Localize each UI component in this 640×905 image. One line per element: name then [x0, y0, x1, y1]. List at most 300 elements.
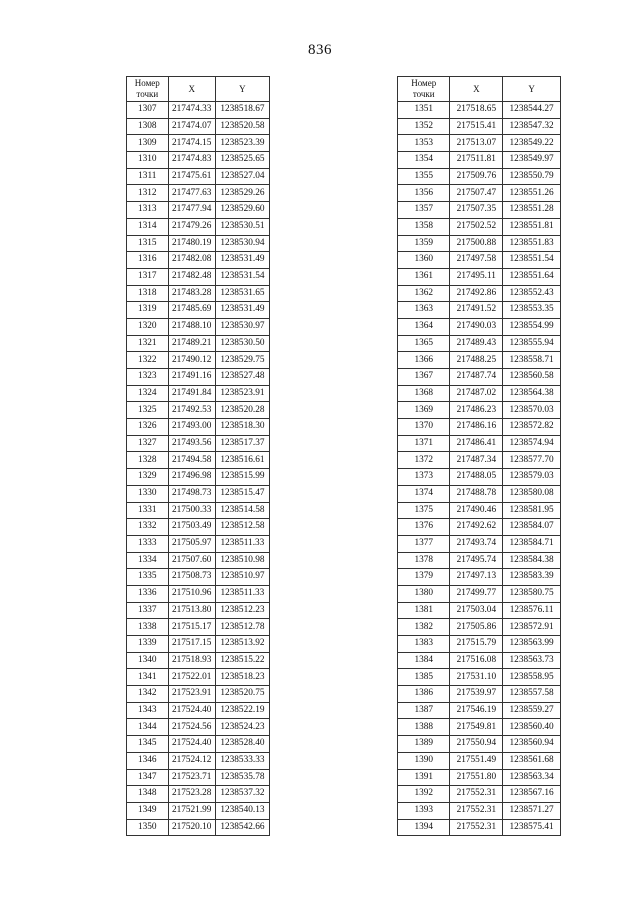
- cell-y: 1238512.58: [215, 519, 269, 536]
- cell-x: 217503.04: [450, 602, 503, 619]
- table-row: [398, 402, 561, 419]
- cell-x: 217486.16: [450, 419, 503, 436]
- cell-y: 1238551.81: [503, 218, 561, 235]
- cell-point-number: 1364: [398, 318, 450, 335]
- cell-x: 217491.52: [450, 302, 503, 319]
- cell-y: 1238560.58: [503, 369, 561, 386]
- cell-y: 1238516.61: [215, 452, 269, 469]
- cell-point-number: 1386: [398, 686, 450, 703]
- cell-y: 1238529.75: [215, 352, 269, 369]
- cell-y: 1238584.07: [503, 519, 561, 536]
- cell-x: 217493.00: [168, 419, 215, 436]
- table-row: [127, 519, 270, 536]
- cell-x: 217477.63: [168, 185, 215, 202]
- table-row: [127, 619, 270, 636]
- table-row: [127, 736, 270, 753]
- table-row: [127, 535, 270, 552]
- table-row: [127, 118, 270, 135]
- cell-x: 217492.62: [450, 519, 503, 536]
- cell-x: 217511.81: [450, 152, 503, 169]
- cell-x: 217487.34: [450, 452, 503, 469]
- cell-x: 217517.15: [168, 636, 215, 653]
- cell-point-number: 1325: [127, 402, 169, 419]
- cell-y: 1238560.94: [503, 736, 561, 753]
- cell-point-number: 1377: [398, 535, 450, 552]
- cell-x: 217524.56: [168, 719, 215, 736]
- cell-y: 1238554.99: [503, 318, 561, 335]
- cell-x: 217507.60: [168, 552, 215, 569]
- table-row: [127, 702, 270, 719]
- table-row: [127, 502, 270, 519]
- cell-point-number: 1342: [127, 686, 169, 703]
- cell-y: 1238517.37: [215, 435, 269, 452]
- cell-point-number: 1315: [127, 235, 169, 252]
- cell-x: 217489.21: [168, 335, 215, 352]
- cell-point-number: 1373: [398, 469, 450, 486]
- cell-point-number: 1384: [398, 652, 450, 669]
- cell-y: 1238559.27: [503, 702, 561, 719]
- cell-x: 217546.19: [450, 702, 503, 719]
- cell-point-number: 1336: [127, 585, 169, 602]
- cell-point-number: 1312: [127, 185, 169, 202]
- cell-x: 217523.91: [168, 686, 215, 703]
- cell-point-number: 1379: [398, 569, 450, 586]
- table-row: [127, 435, 270, 452]
- table-header-row: [398, 77, 561, 102]
- cell-x: 217489.43: [450, 335, 503, 352]
- table-row: [398, 435, 561, 452]
- table-row: [127, 569, 270, 586]
- cell-x: 217500.33: [168, 502, 215, 519]
- table-row: [127, 168, 270, 185]
- cell-point-number: 1381: [398, 602, 450, 619]
- cell-point-number: 1320: [127, 318, 169, 335]
- cell-x: 217499.77: [450, 585, 503, 602]
- table-row: [398, 602, 561, 619]
- cell-point-number: 1359: [398, 235, 450, 252]
- cell-point-number: 1318: [127, 285, 169, 302]
- cell-x: 217515.79: [450, 636, 503, 653]
- cell-point-number: 1328: [127, 452, 169, 469]
- table-row: [398, 485, 561, 502]
- table-row: [127, 402, 270, 419]
- cell-x: 217474.15: [168, 135, 215, 152]
- cell-point-number: 1330: [127, 485, 169, 502]
- table-row: [398, 302, 561, 319]
- cell-y: 1238576.11: [503, 602, 561, 619]
- table-row: [398, 168, 561, 185]
- cell-y: 1238558.95: [503, 669, 561, 686]
- cell-point-number: 1361: [398, 268, 450, 285]
- cell-x: 217502.52: [450, 218, 503, 235]
- cell-y: 1238574.94: [503, 435, 561, 452]
- cell-y: 1238520.28: [215, 402, 269, 419]
- cell-point-number: 1337: [127, 602, 169, 619]
- header-point-line2: точки: [412, 89, 435, 99]
- cell-x: 217482.48: [168, 268, 215, 285]
- cell-y: 1238584.38: [503, 552, 561, 569]
- cell-y: 1238518.30: [215, 419, 269, 436]
- table-row: [398, 369, 561, 386]
- cell-point-number: 1389: [398, 736, 450, 753]
- cell-x: 217508.73: [168, 569, 215, 586]
- table-row: [398, 702, 561, 719]
- table-row: [127, 285, 270, 302]
- page-number: 836: [308, 42, 332, 58]
- cell-point-number: 1374: [398, 485, 450, 502]
- cell-x: 217552.31: [450, 802, 503, 819]
- cell-point-number: 1355: [398, 168, 450, 185]
- cell-y: 1238549.97: [503, 152, 561, 169]
- cell-x: 217516.08: [450, 652, 503, 669]
- cell-x: 217488.78: [450, 485, 503, 502]
- cell-y: 1238511.33: [215, 535, 269, 552]
- cell-x: 217491.84: [168, 385, 215, 402]
- cell-y: 1238530.94: [215, 235, 269, 252]
- cell-x: 217479.26: [168, 218, 215, 235]
- cell-point-number: 1382: [398, 619, 450, 636]
- table-row: [398, 636, 561, 653]
- cell-point-number: 1345: [127, 736, 169, 753]
- table-row: [127, 318, 270, 335]
- cell-point-number: 1311: [127, 168, 169, 185]
- table-row: [398, 185, 561, 202]
- cell-x: 217480.19: [168, 235, 215, 252]
- cell-point-number: 1309: [127, 135, 169, 152]
- cell-x: 217552.31: [450, 786, 503, 803]
- cell-y: 1238563.34: [503, 769, 561, 786]
- table-row: [398, 619, 561, 636]
- coordinates-table-left: [126, 76, 270, 836]
- table-row: [127, 802, 270, 819]
- cell-y: 1238553.35: [503, 302, 561, 319]
- cell-x: 217524.40: [168, 736, 215, 753]
- cell-point-number: 1323: [127, 369, 169, 386]
- cell-point-number: 1366: [398, 352, 450, 369]
- cell-x: 217549.81: [450, 719, 503, 736]
- cell-y: 1238560.40: [503, 719, 561, 736]
- cell-point-number: 1334: [127, 552, 169, 569]
- cell-y: 1238558.71: [503, 352, 561, 369]
- table-row: [398, 652, 561, 669]
- cell-x: 217477.94: [168, 202, 215, 219]
- table-row: [398, 118, 561, 135]
- cell-x: 217522.01: [168, 669, 215, 686]
- cell-y: 1238531.49: [215, 302, 269, 319]
- cell-y: 1238549.22: [503, 135, 561, 152]
- table-row: [398, 285, 561, 302]
- cell-x: 217497.13: [450, 569, 503, 586]
- cell-y: 1238563.73: [503, 652, 561, 669]
- cell-y: 1238572.91: [503, 619, 561, 636]
- cell-y: 1238570.03: [503, 402, 561, 419]
- cell-x: 217486.41: [450, 435, 503, 452]
- cell-point-number: 1313: [127, 202, 169, 219]
- cell-x: 217490.03: [450, 318, 503, 335]
- cell-y: 1238530.50: [215, 335, 269, 352]
- cell-x: 217475.61: [168, 168, 215, 185]
- table-row: [398, 235, 561, 252]
- cell-y: 1238513.92: [215, 636, 269, 653]
- table-row: [398, 135, 561, 152]
- cell-x: 217488.05: [450, 469, 503, 486]
- cell-x: 217510.96: [168, 585, 215, 602]
- cell-x: 217496.98: [168, 469, 215, 486]
- cell-y: 1238540.13: [215, 802, 269, 819]
- cell-y: 1238580.08: [503, 485, 561, 502]
- header-x: X: [168, 77, 215, 102]
- cell-x: 217518.93: [168, 652, 215, 669]
- cell-point-number: 1339: [127, 636, 169, 653]
- table-row: [127, 719, 270, 736]
- cell-point-number: 1332: [127, 519, 169, 536]
- cell-point-number: 1376: [398, 519, 450, 536]
- table-row: [127, 102, 270, 119]
- table-row: [398, 102, 561, 119]
- table-row: [398, 318, 561, 335]
- cell-point-number: 1394: [398, 819, 450, 836]
- cell-x: 217490.46: [450, 502, 503, 519]
- cell-point-number: 1308: [127, 118, 169, 135]
- cell-x: 217490.12: [168, 352, 215, 369]
- cell-y: 1238528.40: [215, 736, 269, 753]
- header-y: Y: [503, 77, 561, 102]
- cell-y: 1238572.82: [503, 419, 561, 436]
- table-row: [398, 252, 561, 269]
- cell-point-number: 1326: [127, 419, 169, 436]
- cell-y: 1238550.79: [503, 168, 561, 185]
- cell-y: 1238515.99: [215, 469, 269, 486]
- table-row: [127, 786, 270, 803]
- cell-y: 1238512.23: [215, 602, 269, 619]
- cell-x: 217494.58: [168, 452, 215, 469]
- cell-y: 1238552.43: [503, 285, 561, 302]
- cell-y: 1238561.68: [503, 752, 561, 769]
- header-point-number: [398, 77, 450, 102]
- cell-x: 217518.65: [450, 102, 503, 119]
- cell-y: 1238551.54: [503, 252, 561, 269]
- table-row: [127, 686, 270, 703]
- table-row: [398, 335, 561, 352]
- cell-point-number: 1387: [398, 702, 450, 719]
- table-row: [127, 636, 270, 653]
- table-row: [127, 769, 270, 786]
- cell-point-number: 1329: [127, 469, 169, 486]
- cell-x: 217531.10: [450, 669, 503, 686]
- header-x: X: [450, 77, 503, 102]
- table-row: [127, 452, 270, 469]
- cell-x: 217498.73: [168, 485, 215, 502]
- cell-point-number: 1358: [398, 218, 450, 235]
- cell-y: 1238535.78: [215, 769, 269, 786]
- cell-x: 217515.41: [450, 118, 503, 135]
- table-row: [398, 352, 561, 369]
- table-row: [398, 669, 561, 686]
- table-row: [127, 302, 270, 319]
- cell-x: 217524.12: [168, 752, 215, 769]
- cell-y: 1238544.27: [503, 102, 561, 119]
- cell-point-number: 1351: [398, 102, 450, 119]
- table-row: [398, 552, 561, 569]
- cell-point-number: 1371: [398, 435, 450, 452]
- table-row: [127, 602, 270, 619]
- cell-point-number: 1352: [398, 118, 450, 135]
- table-row: [398, 419, 561, 436]
- cell-x: 217474.33: [168, 102, 215, 119]
- cell-point-number: 1346: [127, 752, 169, 769]
- table-row: [127, 252, 270, 269]
- table-row: [398, 686, 561, 703]
- cell-x: 217485.69: [168, 302, 215, 319]
- cell-y: 1238511.33: [215, 585, 269, 602]
- cell-x: 217493.74: [450, 535, 503, 552]
- cell-point-number: 1335: [127, 569, 169, 586]
- coordinates-table-right: [397, 76, 561, 836]
- cell-y: 1238515.22: [215, 652, 269, 669]
- table-row: [127, 218, 270, 235]
- cell-point-number: 1349: [127, 802, 169, 819]
- table-row: [398, 268, 561, 285]
- cell-point-number: 1317: [127, 268, 169, 285]
- cell-point-number: 1340: [127, 652, 169, 669]
- cell-y: 1238551.26: [503, 185, 561, 202]
- cell-point-number: 1380: [398, 585, 450, 602]
- cell-point-number: 1370: [398, 419, 450, 436]
- cell-point-number: 1390: [398, 752, 450, 769]
- cell-point-number: 1378: [398, 552, 450, 569]
- cell-x: 217482.08: [168, 252, 215, 269]
- cell-x: 217552.31: [450, 819, 503, 836]
- header-point-line1: Номер: [134, 78, 160, 88]
- cell-x: 217523.28: [168, 786, 215, 803]
- cell-y: 1238520.58: [215, 118, 269, 135]
- table-row: [398, 535, 561, 552]
- cell-x: 217488.10: [168, 318, 215, 335]
- cell-x: 217524.40: [168, 702, 215, 719]
- table-row: [127, 385, 270, 402]
- cell-point-number: 1369: [398, 402, 450, 419]
- cell-x: 217487.74: [450, 369, 503, 386]
- cell-point-number: 1343: [127, 702, 169, 719]
- cell-point-number: 1350: [127, 819, 169, 836]
- cell-point-number: 1344: [127, 719, 169, 736]
- cell-y: 1238518.23: [215, 669, 269, 686]
- cell-y: 1238530.51: [215, 218, 269, 235]
- cell-point-number: 1347: [127, 769, 169, 786]
- cell-x: 217507.35: [450, 202, 503, 219]
- cell-y: 1238529.60: [215, 202, 269, 219]
- table-row: [398, 786, 561, 803]
- cell-x: 217492.53: [168, 402, 215, 419]
- cell-x: 217474.83: [168, 152, 215, 169]
- cell-y: 1238525.65: [215, 152, 269, 169]
- cell-y: 1238518.67: [215, 102, 269, 119]
- cell-x: 217550.94: [450, 736, 503, 753]
- cell-y: 1238551.83: [503, 235, 561, 252]
- table-row: [127, 135, 270, 152]
- table-row: [127, 152, 270, 169]
- table-row: [398, 752, 561, 769]
- table-row: [398, 719, 561, 736]
- cell-y: 1238581.95: [503, 502, 561, 519]
- table-row: [398, 218, 561, 235]
- cell-y: 1238529.26: [215, 185, 269, 202]
- cell-point-number: 1356: [398, 185, 450, 202]
- cell-x: 217486.23: [450, 402, 503, 419]
- cell-y: 1238523.39: [215, 135, 269, 152]
- cell-point-number: 1354: [398, 152, 450, 169]
- table-row: [127, 268, 270, 285]
- cell-point-number: 1327: [127, 435, 169, 452]
- table-row: [398, 569, 561, 586]
- table-row: [398, 802, 561, 819]
- cell-y: 1238564.38: [503, 385, 561, 402]
- cell-point-number: 1363: [398, 302, 450, 319]
- cell-x: 217539.97: [450, 686, 503, 703]
- cell-point-number: 1353: [398, 135, 450, 152]
- table-row: [127, 335, 270, 352]
- cell-y: 1238571.27: [503, 802, 561, 819]
- table-row: [398, 385, 561, 402]
- cell-x: 217523.71: [168, 769, 215, 786]
- cell-x: 217521.99: [168, 802, 215, 819]
- cell-x: 217491.16: [168, 369, 215, 386]
- cell-y: 1238579.03: [503, 469, 561, 486]
- cell-y: 1238580.75: [503, 585, 561, 602]
- cell-y: 1238551.28: [503, 202, 561, 219]
- cell-y: 1238547.32: [503, 118, 561, 135]
- table-row: [398, 152, 561, 169]
- cell-point-number: 1368: [398, 385, 450, 402]
- cell-y: 1238527.04: [215, 168, 269, 185]
- cell-point-number: 1333: [127, 535, 169, 552]
- table-row: [127, 352, 270, 369]
- table-row: [127, 652, 270, 669]
- table-row: [398, 502, 561, 519]
- header-y: Y: [215, 77, 269, 102]
- table-row: [398, 819, 561, 836]
- table-row: [127, 469, 270, 486]
- cell-y: 1238563.99: [503, 636, 561, 653]
- cell-y: 1238522.19: [215, 702, 269, 719]
- cell-x: 217495.74: [450, 552, 503, 569]
- cell-y: 1238530.97: [215, 318, 269, 335]
- cell-y: 1238510.97: [215, 569, 269, 586]
- cell-x: 217503.49: [168, 519, 215, 536]
- table-row: [398, 769, 561, 786]
- cell-point-number: 1322: [127, 352, 169, 369]
- cell-point-number: 1362: [398, 285, 450, 302]
- cell-point-number: 1307: [127, 102, 169, 119]
- cell-point-number: 1375: [398, 502, 450, 519]
- cell-y: 1238555.94: [503, 335, 561, 352]
- cell-point-number: 1372: [398, 452, 450, 469]
- cell-y: 1238523.91: [215, 385, 269, 402]
- cell-x: 217487.02: [450, 385, 503, 402]
- cell-point-number: 1388: [398, 719, 450, 736]
- table-row: [127, 819, 270, 836]
- table-row: [127, 669, 270, 686]
- cell-point-number: 1393: [398, 802, 450, 819]
- cell-x: 217500.88: [450, 235, 503, 252]
- table-row: [127, 419, 270, 436]
- table-row: [127, 235, 270, 252]
- cell-x: 217551.49: [450, 752, 503, 769]
- cell-point-number: 1338: [127, 619, 169, 636]
- cell-y: 1238515.47: [215, 485, 269, 502]
- table-header-row: [127, 77, 270, 102]
- cell-y: 1238512.78: [215, 619, 269, 636]
